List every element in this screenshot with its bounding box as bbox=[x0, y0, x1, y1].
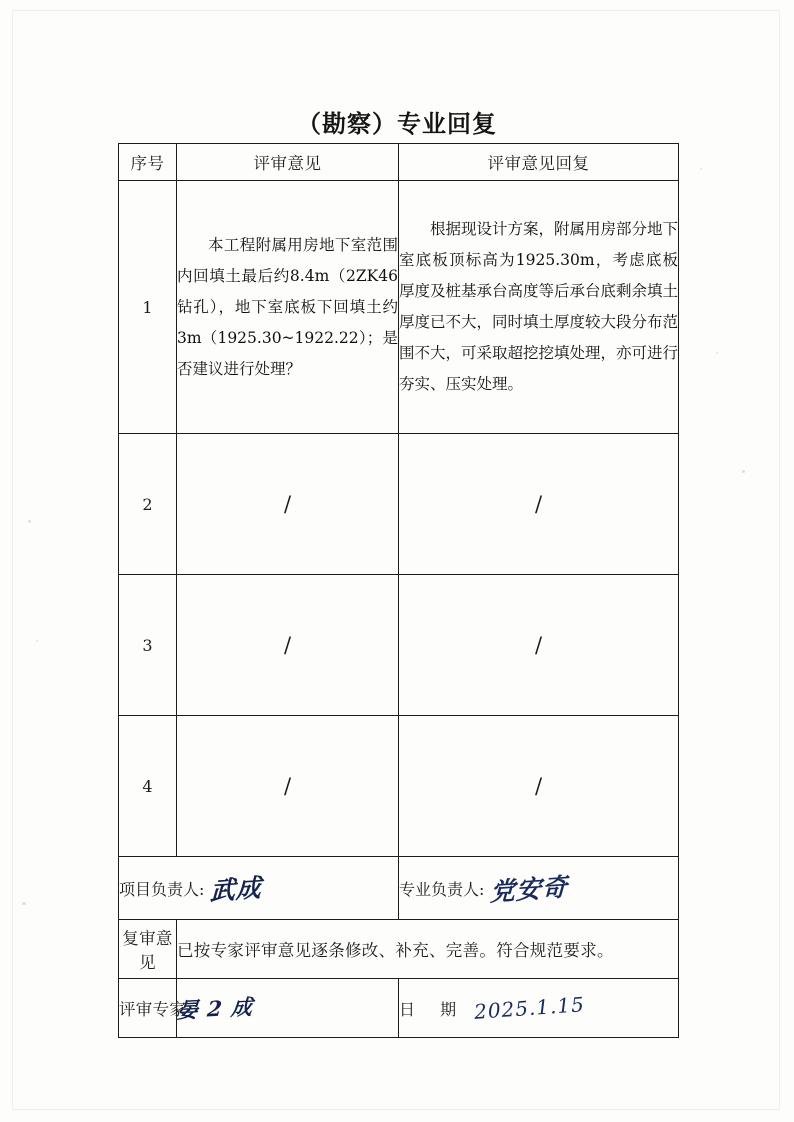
table-row bbox=[119, 181, 679, 434]
column-header-opinion: 评审意见 bbox=[177, 144, 399, 181]
scan-speck bbox=[22, 902, 26, 905]
row-reply-text: 根据现设计方案，附属用房部分地下室底板顶标高为1925.30m，考虑底板厚度及桩基承台高度等后承台底剩余填土厚度已不大，同时填土厚度较大段分布范围不大，可采取超挖挖填处理，亦可进行夯实、压实处理。 bbox=[399, 220, 679, 393]
table-row bbox=[119, 434, 679, 575]
scan-speck bbox=[716, 352, 718, 354]
row-reply bbox=[399, 181, 679, 434]
project-leader-signature: 武成 bbox=[209, 873, 263, 906]
expert-signature: 晏 2 成 bbox=[175, 993, 255, 1024]
date-value: 2025.1.15 bbox=[473, 992, 586, 1024]
row-opinion: / bbox=[177, 434, 399, 575]
row-opinion: / bbox=[177, 716, 399, 857]
column-header-no: 序号 bbox=[119, 144, 177, 181]
row-reply: / bbox=[399, 434, 679, 575]
expert-signature-cell bbox=[177, 979, 399, 1038]
final-review-label-cell bbox=[119, 920, 177, 979]
date-cell bbox=[399, 979, 679, 1038]
signature-row bbox=[119, 857, 679, 920]
row-opinion-text: 本工程附属用房地下室范围内回填土最后约8.4m（2ZK46钻孔），地下室底板下回填土约 3m（1925.30~1922.22）；是否建议进行处理？ bbox=[177, 235, 398, 378]
row-number: 3 bbox=[119, 575, 177, 716]
row-number: 1 bbox=[119, 181, 177, 434]
date-label: 日 期 bbox=[399, 999, 467, 1019]
row-opinion bbox=[177, 181, 399, 434]
row-reply: / bbox=[399, 575, 679, 716]
row-number: 4 bbox=[119, 716, 177, 857]
final-review-label: 复审意见 bbox=[122, 929, 173, 972]
professional-leader-cell bbox=[399, 857, 679, 920]
expert-label-cell bbox=[119, 979, 187, 1038]
scan-speck bbox=[28, 520, 31, 523]
final-review-row bbox=[119, 920, 679, 979]
final-review-text-cell bbox=[177, 920, 679, 979]
professional-leader-signature: 党安奇 bbox=[489, 872, 569, 907]
table-row bbox=[119, 716, 679, 857]
project-leader-label: 项目负责人: bbox=[119, 879, 205, 899]
table-row bbox=[119, 575, 679, 716]
row-opinion: / bbox=[177, 575, 399, 716]
row-number: 2 bbox=[119, 434, 177, 575]
row-reply: / bbox=[399, 716, 679, 857]
page-title: （勘察）专业回复 bbox=[297, 109, 497, 138]
review-table bbox=[118, 143, 679, 1038]
scan-speck bbox=[742, 470, 745, 473]
scan-speck bbox=[700, 168, 702, 170]
professional-leader-label: 专业负责人: bbox=[399, 879, 485, 899]
expert-row bbox=[119, 979, 679, 1038]
scan-speck bbox=[36, 640, 38, 642]
expert-label: 评审专家 bbox=[119, 1000, 187, 1019]
project-leader-cell bbox=[119, 857, 399, 920]
column-header-reply: 评审意见回复 bbox=[399, 144, 679, 181]
table-header-row bbox=[119, 144, 679, 181]
final-review-text: 已按专家评审意见逐条修改、补充、完善。符合规范要求。 bbox=[177, 941, 614, 960]
